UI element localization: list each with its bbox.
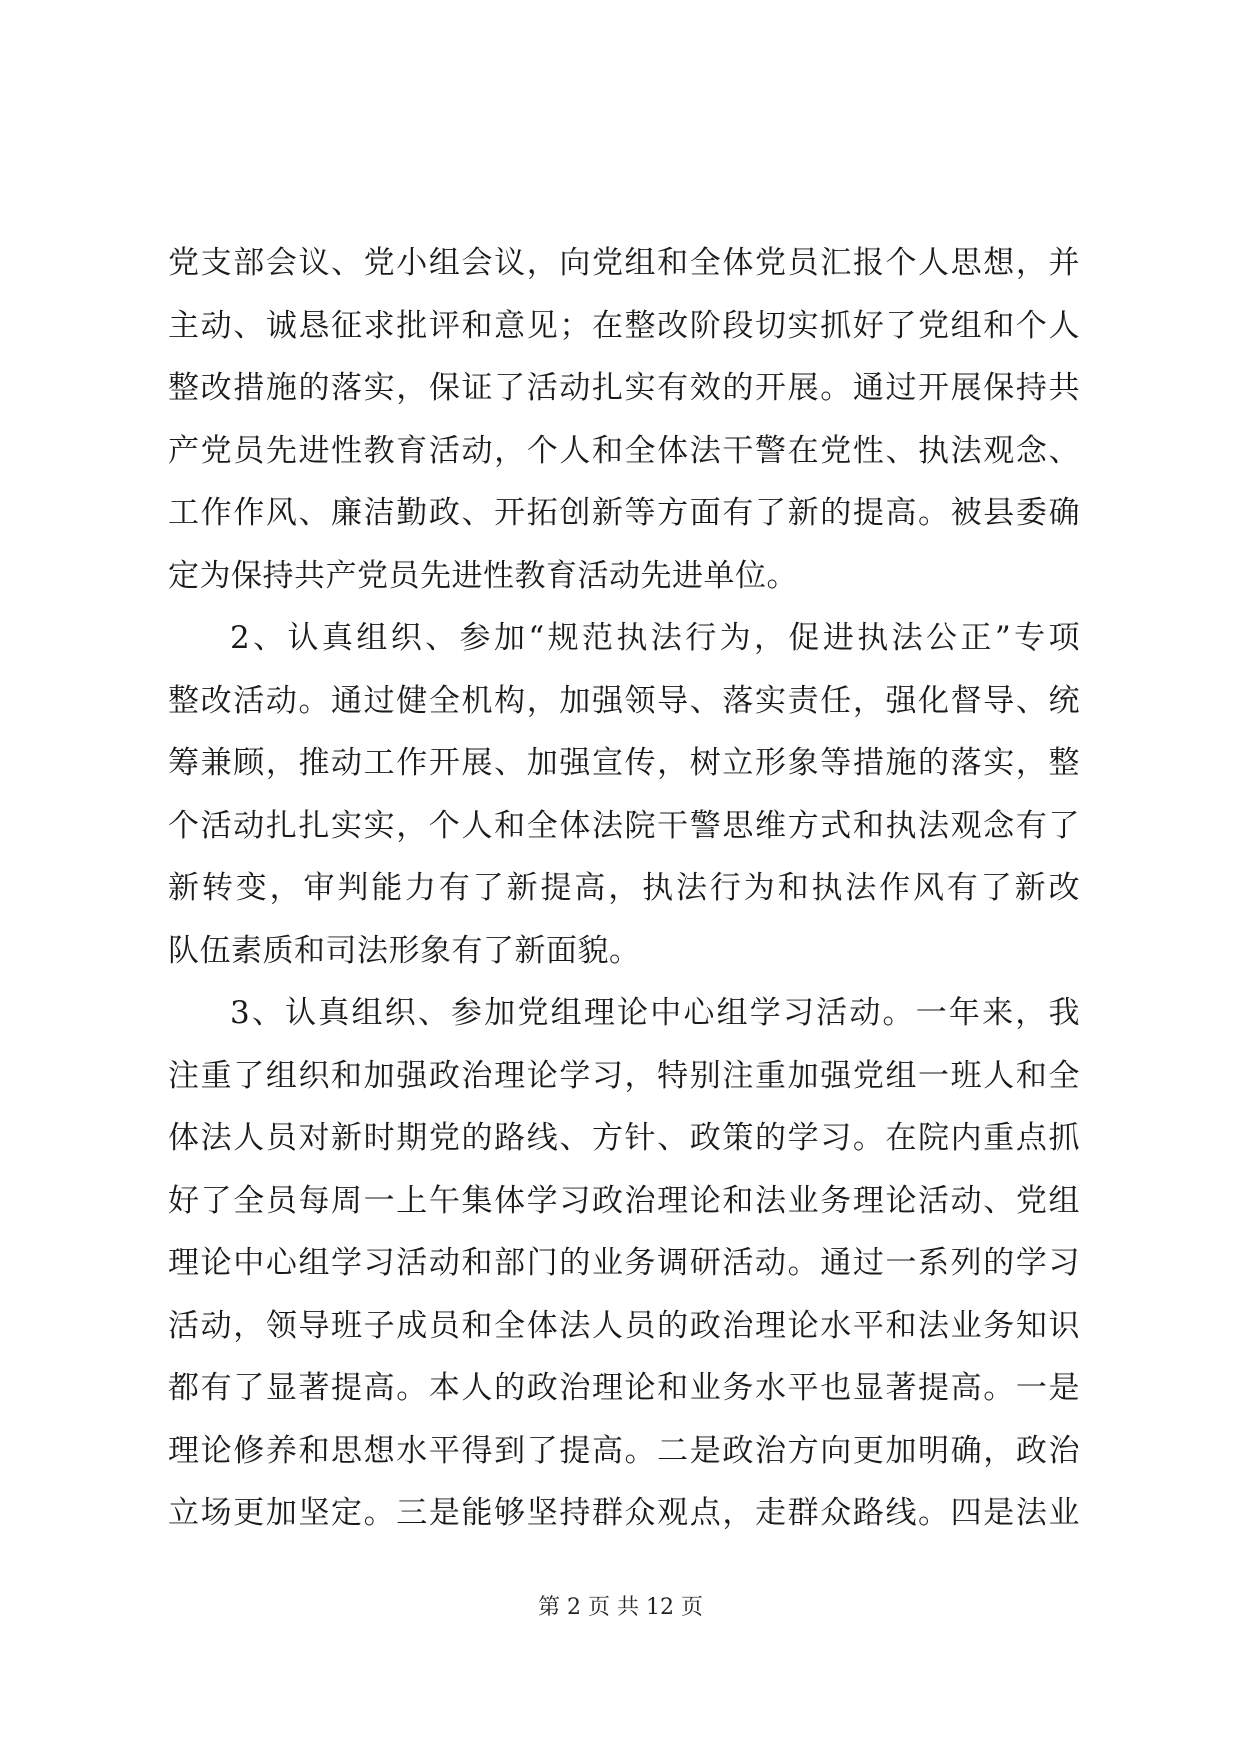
text-line: 活动，领导班子成员和全体法人员的政治理论水平和法业务知识 — [168, 1307, 1080, 1344]
paragraph-start-line: 2、认真组织、参加“规范执法行为，促进执法公正”专项 — [230, 620, 1080, 656]
text-line: 体法人员对新时期党的路线、方针、政策的学习。在院内重点抓 — [168, 1120, 1080, 1156]
text-line: 整改措施的落实，保证了活动扎实有效的开展。通过开展保持共 — [168, 370, 1080, 406]
document-body — [168, 232, 1080, 1545]
text-line: 理论中心组学习活动和部门的业务调研活动。通过一系列的学习 — [168, 1245, 1080, 1281]
text-line: 整改活动。通过健全机构，加强领导、落实责任，强化督导、统 — [168, 682, 1080, 719]
text-line: 党支部会议、党小组会议，向党组和全体党员汇报个人思想，并 — [168, 245, 1080, 281]
text-line: 定为保持共产党员先进性教育活动先进单位。 — [168, 557, 798, 594]
text-line: 产党员先进性教育活动，个人和全体法干警在党性、执法观念、 — [168, 432, 1080, 469]
text-line: 主动、诚恳征求批评和意见；在整改阶段切实抓好了党组和个人 — [168, 307, 1080, 344]
text-line: 注重了组织和加强政治理论学习，特别注重加强党组一班人和全 — [168, 1057, 1080, 1094]
text-line: 好了全员每周一上午集体学习政治理论和法业务理论活动、党组 — [168, 1182, 1080, 1219]
text-line: 个活动扎扎实实，个人和全体法院干警思维方式和执法观念有了 — [168, 807, 1080, 844]
text-line: 队伍素质和司法形象有了新面貌。 — [168, 932, 641, 969]
paragraph-start-line: 3、认真组织、参加党组理论中心组学习活动。一年来，我 — [230, 995, 1080, 1031]
text-line: 理论修养和思想水平得到了提高。二是政治方向更加明确，政治 — [168, 1432, 1080, 1469]
text-line: 都有了显著提高。本人的政治理论和业务水平也显著提高。一是 — [168, 1370, 1080, 1406]
text-line: 新转变，审判能力有了新提高，执法行为和执法作风有了新改 — [168, 870, 1080, 906]
text-line: 工作作风、廉洁勤政、开拓创新等方面有了新的提高。被县委确 — [168, 495, 1080, 531]
text-line: 立场更加坚定。三是能够坚持群众观点，走群众路线。四是法业 — [168, 1495, 1080, 1531]
page-number-footer: 第 2 页 共 12 页 — [538, 1595, 703, 1620]
text-line: 筹兼顾，推动工作开展、加强宣传，树立形象等措施的落实，整 — [168, 745, 1080, 781]
